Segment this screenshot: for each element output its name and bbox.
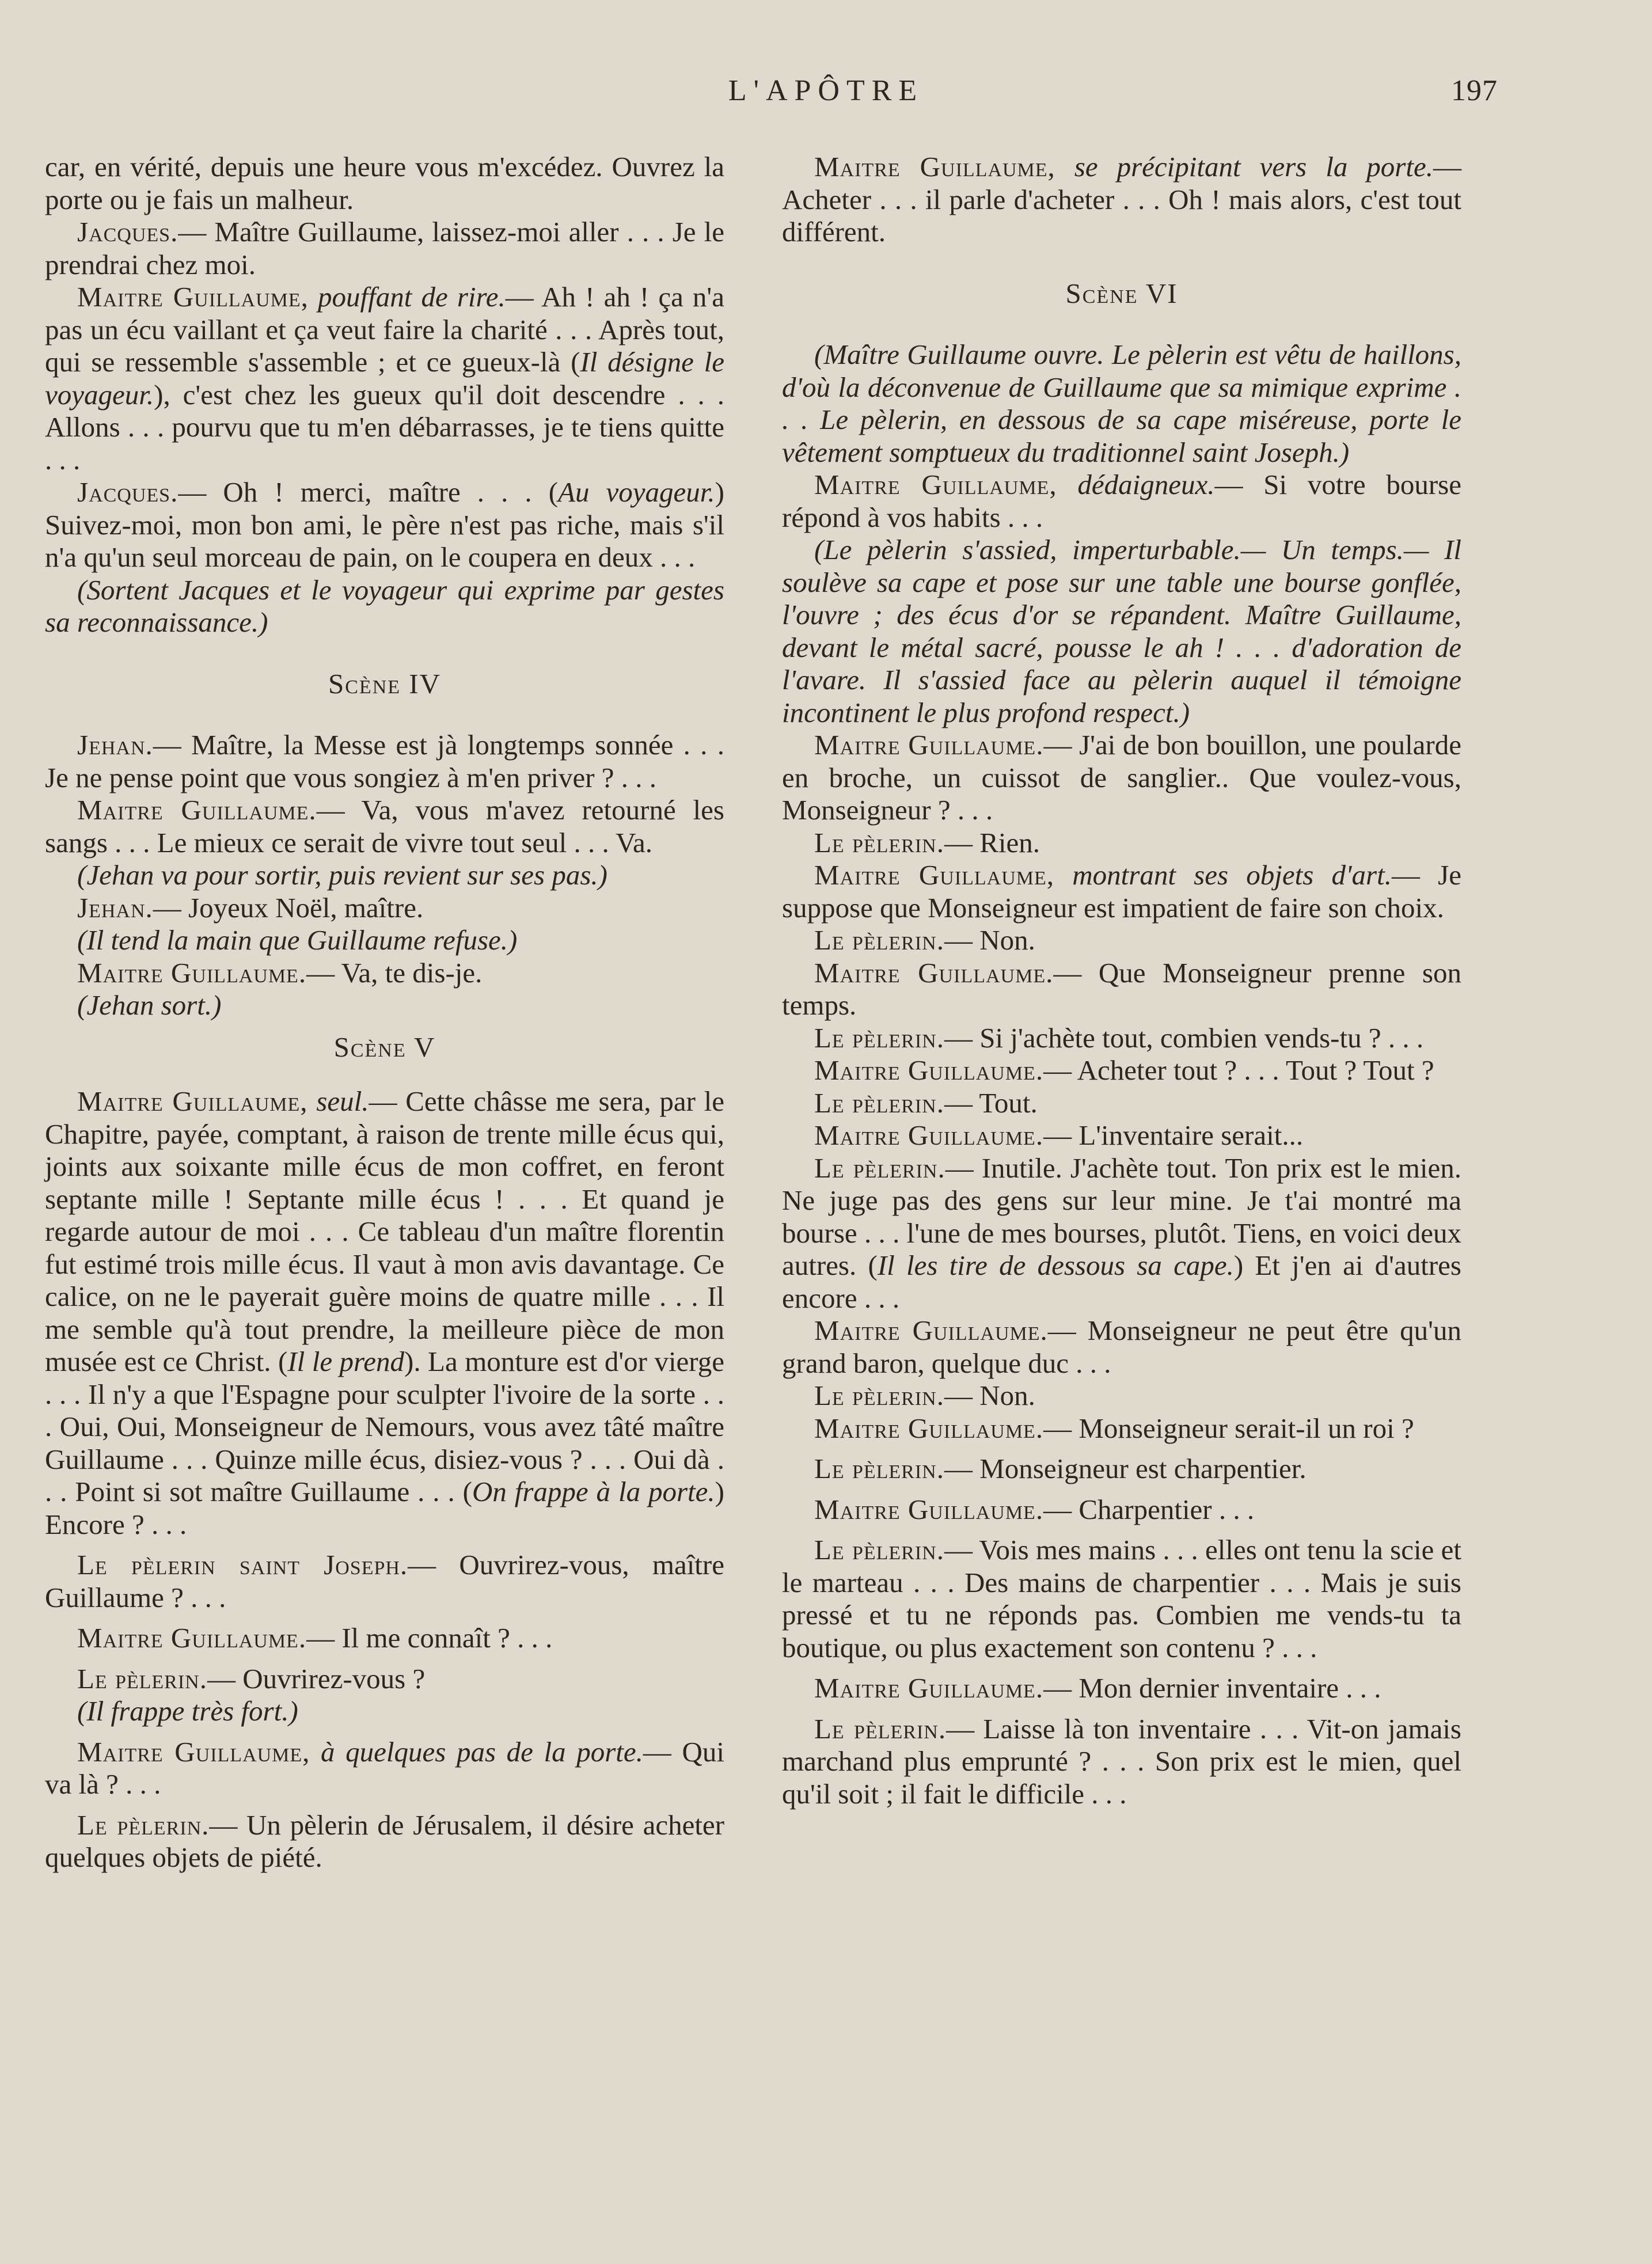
speaker: Le pèlerin. xyxy=(814,1380,944,1411)
dialogue-line: Le pèlerin.— Si j'achète tout, combien vends-tu ? . . . xyxy=(814,1021,1424,1054)
speaker: Maitre Guillaume. xyxy=(814,1493,1044,1525)
speaker: Maitre Guillaume. xyxy=(814,1119,1044,1151)
speaker: Le pèlerin. xyxy=(814,1152,945,1184)
dialogue-line: Maitre Guillaume.— J'ai de bon bouillon, une poularde en broche, un cuissot de sanglier.. Que voulez-vous, Monseigneur ? . . . xyxy=(782,729,1461,826)
dialogue-line: Le pèlerin.— Rien. xyxy=(814,826,1040,859)
speaker: Maitre Guillaume. xyxy=(77,1622,307,1654)
stage-direction: Il désigne le voyageur. xyxy=(45,346,724,411)
speaker: Jacques. xyxy=(77,216,179,248)
stage-direction: (Sortent Jacques et le voyageur qui exprime par gestes sa reconnaissance.) xyxy=(45,573,724,638)
dialogue-line: Jehan.— Joyeux Noël, maître. xyxy=(77,891,424,924)
speaker: Maitre Guillaume. xyxy=(77,956,307,989)
stage-direction: (Jehan va pour sortir, puis revient sur ses pas.) xyxy=(77,859,607,891)
speaker: Le pèlerin. xyxy=(814,1534,944,1566)
dialogue-line: Maitre Guillaume.— Mon dernier inventaire . . . xyxy=(814,1672,1381,1704)
dialogue-line: Maitre Guillaume.— Va, vous m'avez retourné les sangs . . . Le mieux ce serait de vivre tout seul . . . Va. xyxy=(45,794,724,859)
dialogue-line: Maitre Guillaume, dédaigneux.— Si votre bourse répond à vos habits . . . xyxy=(782,469,1461,533)
dialogue-line: Maitre Guillaume.— L'inventaire serait... xyxy=(814,1119,1304,1151)
dialogue-line: Maitre Guillaume, à quelques pas de la porte.— Qui va là ? . . . xyxy=(45,1735,724,1800)
speaker: Maitre Guillaume, xyxy=(77,281,309,313)
dialogue-line: Jacques.— Oh ! merci, maître . . . (Au voyageur.) Suivez-moi, mon bon ami, le père n'est pas riche, mais s'il n'a qu'un seul morceau de pain, on le coupera en deux . . . xyxy=(45,476,724,573)
speaker: Le pèlerin. xyxy=(814,826,944,859)
dialogue-line: Maitre Guillaume.— Acheter tout ? . . . Tout ? Tout ? xyxy=(814,1054,1434,1086)
right-column xyxy=(782,151,1461,1810)
stage-direction: dédaigneux. xyxy=(1077,469,1215,500)
speaker: Le pèlerin. xyxy=(814,1087,944,1119)
speaker: Maitre Guillaume, xyxy=(814,151,1055,183)
scene-heading: Scène V xyxy=(333,1031,436,1063)
speaker: Jehan. xyxy=(77,891,153,924)
running-head xyxy=(0,74,1652,115)
stage-direction: (Il frappe très fort.) xyxy=(77,1695,298,1727)
dialogue-line: Maitre Guillaume.— Monseigneur serait-il un roi ? xyxy=(814,1412,1414,1444)
stage-direction: (Il tend la main que Guillaume refuse.) xyxy=(77,924,518,956)
dialogue-line: Maitre Guillaume.— Il me connaît ? . . . xyxy=(77,1622,553,1654)
speaker: Maitre Guillaume. xyxy=(814,1315,1048,1346)
stage-direction: On frappe à la porte. xyxy=(472,1476,715,1507)
scene-heading: Scène IV xyxy=(328,667,441,700)
dialogue-line: Maitre Guillaume.— Charpentier . . . xyxy=(814,1493,1255,1525)
stage-direction: montrant ses objets d'art. xyxy=(1072,859,1392,891)
running-title: L'APÔTRE xyxy=(728,74,924,107)
speaker: Maitre Guillaume, xyxy=(77,1735,310,1768)
dialogue-line: Le pèlerin.— Un pèlerin de Jérusalem, il désire acheter quelques objets de piété. xyxy=(45,1809,725,1873)
dialogue-line: Jehan.— Maître, la Messe est jà longtemps sonnée . . . Je ne pense point que vous songiez à m'en priver ? . . . xyxy=(45,729,724,793)
speaker: Maitre Guillaume, xyxy=(77,1085,308,1117)
speaker: Maitre Guillaume, xyxy=(814,469,1057,500)
dialogue-line: Le pèlerin.— Monseigneur est charpentier. xyxy=(814,1453,1307,1484)
speaker: Maitre Guillaume. xyxy=(814,956,1054,989)
speaker: Le pèlerin saint Joseph. xyxy=(77,1549,408,1581)
speaker: Le pèlerin. xyxy=(814,1453,944,1484)
speaker: Maitre Guillaume. xyxy=(814,1412,1044,1444)
dialogue-line: Maitre Guillaume, se précipitant vers la porte.— Acheter . . . il parle d'acheter . . . Oh ! mais alors, c'est tout différent. xyxy=(782,151,1461,248)
dialogue-line: Le pèlerin.— Tout. xyxy=(814,1087,1038,1119)
page-number: 197 xyxy=(1451,74,1498,107)
dialogue-line: Maitre Guillaume, montrant ses objets d'art.— Je suppose que Monseigneur est impatient de faire son choix. xyxy=(782,859,1461,924)
dialogue-line: Maitre Guillaume, pouffant de rire.— Ah ! ah ! ça n'a pas un écu vaillant et ça veut faire la charité . . . Après tout, qui se ressemble s'assemble ; et ce gueux-là (Il désigne le voyageur.), c'est chez les gueux qu'il doit descendre . . . Allons . . . pourvu que tu m'en débarrasses, je te tiens quitte . . . xyxy=(45,281,725,476)
stage-direction: (Maître Guillaume ouvre. Le pèlerin est vêtu de haillons, d'où la déconvenue de Guillaume que sa mimique exprime . . . Le pèlerin, en dessous de sa cape miséreuse, porte le vêtement somptueux du traditionnel saint Joseph.) xyxy=(782,339,1461,468)
scene-heading: Scène VI xyxy=(1065,277,1178,309)
stage-direction: se précipitant vers la porte. xyxy=(1074,151,1433,183)
dialogue-line: Le pèlerin.— Inutile. J'achète tout. Ton prix est le mien. Ne juge pas des gens sur leur mine. Je t'ai montré ma bourse . . . l'une de mes bourses, plutôt. Tiens, en voici deux autres. (Il les tire de dessous sa cape.) Et j'en ai d'autres encore . . . xyxy=(782,1152,1462,1314)
dialogue-line: Le pèlerin.— Vois mes mains . . . elles ont tenu la scie et le marteau . . . Des mains de charpentier . . . Mais je suis pressé et tu ne réponds pas. Combien me vends-tu ta boutique, ou plus exactement son contenu ? . . . xyxy=(782,1534,1461,1663)
dialogue-line: Jacques.— Maître Guillaume, laissez-moi aller . . . Je le prendrai chez moi. xyxy=(45,216,724,280)
stage-direction: à quelques pas de la porte. xyxy=(321,1735,643,1768)
stage-direction: Au voyageur. xyxy=(558,476,715,508)
dialogue-line: Le pèlerin.— Non. xyxy=(814,1380,1035,1411)
speaker: Le pèlerin. xyxy=(77,1662,207,1695)
speaker: Jacques. xyxy=(77,476,179,508)
speaker: Jehan. xyxy=(77,729,153,761)
speaker: Maitre Guillaume. xyxy=(77,794,317,826)
speaker: Le pèlerin. xyxy=(814,1021,944,1054)
dialogue-line: Maitre Guillaume.— Monseigneur ne peut être qu'un grand baron, quelque duc . . . xyxy=(782,1315,1461,1379)
dialogue-line: Maitre Guillaume.— Va, te dis-je. xyxy=(77,956,483,989)
dialogue-line: Le pèlerin saint Joseph.— Ouvrirez-vous, maître Guillaume ? . . . xyxy=(45,1549,724,1613)
speaker: Maitre Guillaume. xyxy=(814,1672,1044,1704)
speaker: Le pèlerin. xyxy=(814,924,944,956)
stage-direction: Il le prend xyxy=(287,1346,405,1377)
speaker: Maitre Guillaume, xyxy=(814,859,1055,891)
speaker: Le pèlerin. xyxy=(814,1712,947,1745)
dialogue-line: Le pèlerin.— Ouvrirez-vous ? xyxy=(77,1662,426,1695)
dialogue-line: Maitre Guillaume, seul.— Cette châsse me sera, par le Chapitre, payée, comptant, à raison de trente mille écus qui, joints aux soixante mille écus de mon coffret, en feront septante mille ! Septante mille écus ! . . . Et quand je regarde autour de moi . . . Ce tableau d'un maître florentin fut estimé trois mille écus. Il vaut à mon avis davantage. Ce calice, on ne le payerait guère moins de quatre mille . . . Il me semble qu'à tout prendre, la meilleure pièce de mon musée est ce Christ. (Il le prend). La monture est d'or vierge . . . Il n'y a que l'Espagne pour sculpter l'ivoire de la sorte . . . Oui, Oui, Monseigneur de Nemours, vous avez tâté maître Guillaume . . . Quinze mille écus, disiez-vous ? . . . Oui dà . . . Point si sot maître Guillaume . . . (On frappe à la porte.) Encore ? . . . xyxy=(45,1085,725,1540)
dialogue-line: Maitre Guillaume.— Que Monseigneur prenne son temps. xyxy=(782,956,1461,1021)
dialogue-line: Le pèlerin.— Non. xyxy=(814,924,1035,956)
left-column xyxy=(45,151,724,1874)
stage-direction: Il les tire de dessous sa cape. xyxy=(877,1249,1234,1281)
stage-direction: (Jehan sort.) xyxy=(77,989,222,1021)
speaker: Maitre Guillaume. xyxy=(814,729,1044,761)
speaker: Le pèlerin. xyxy=(77,1809,210,1841)
stage-direction: (Le pèlerin s'assied, imperturbable.— Un temps.— Il soulève sa cape et pose sur une table une bourse gonflée, l'ouvre ; des écus d'or se répandent. Maître Guillaume, devant le métal sacré, pousse le ah ! . . . d'adoration de l'avare. Il s'assied face au pèlerin auquel il témoigne incontinent le plus profond respect.) xyxy=(782,534,1461,728)
stage-direction: pouffant de rire. xyxy=(318,281,506,313)
stage-direction: seul. xyxy=(316,1085,369,1117)
speaker: Maitre Guillaume. xyxy=(814,1054,1044,1086)
paragraph: car, en vérité, depuis une heure vous m'excédez. Ouvrez la porte ou je fais un malheur. xyxy=(45,151,724,215)
dialogue-line: Le pèlerin.— Laisse là ton inventaire . . . Vit-on jamais marchand plus emprunté ? . . . Son prix est le mien, quel qu'il soit ; il fait le difficile . . . xyxy=(782,1712,1462,1810)
